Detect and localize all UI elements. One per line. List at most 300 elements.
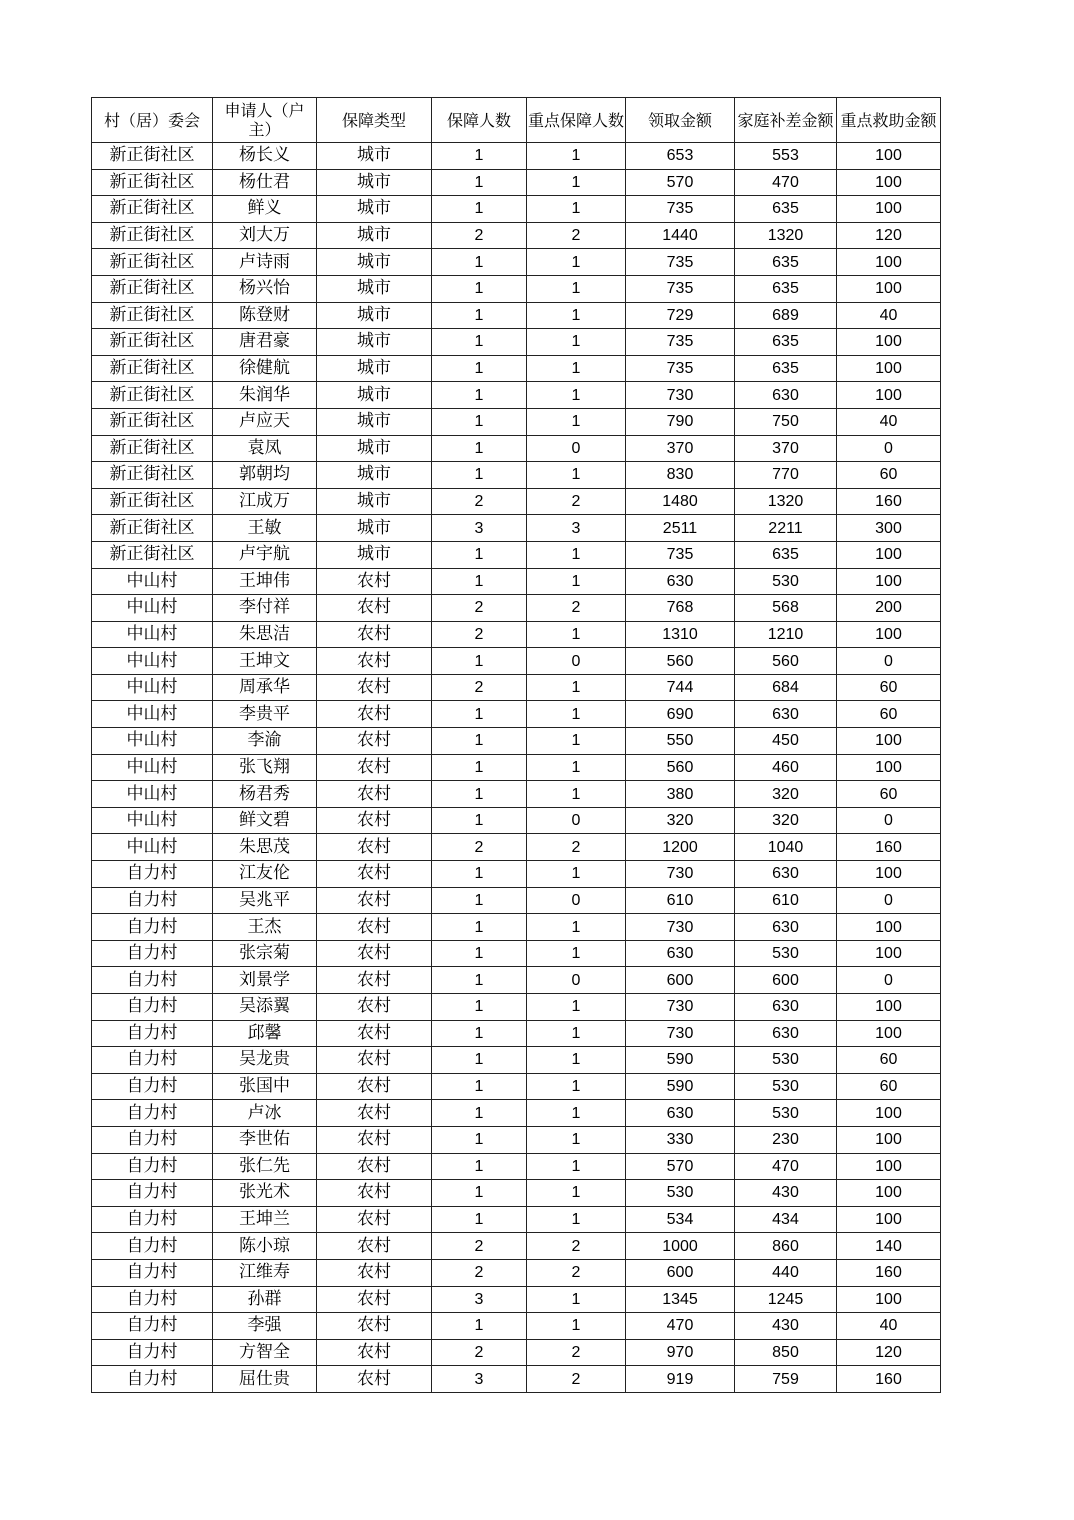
cell-amount-received: 970 [626, 1339, 735, 1366]
column-header-family-subsidy: 家庭补差金额 [735, 98, 837, 143]
cell-amount-received: 600 [626, 1259, 735, 1286]
cell-applicant: 卢冰 [213, 1100, 317, 1127]
cell-type: 农村 [317, 1259, 432, 1286]
cell-family-subsidy: 560 [735, 648, 837, 675]
cell-family-subsidy: 568 [735, 595, 837, 622]
cell-type: 农村 [317, 1339, 432, 1366]
cell-people-count: 2 [432, 621, 527, 648]
table-row [92, 382, 941, 409]
cell-amount-received: 2511 [626, 515, 735, 542]
table-row [92, 967, 941, 994]
cell-family-subsidy: 320 [735, 807, 837, 834]
cell-family-subsidy: 860 [735, 1233, 837, 1260]
table-row [92, 595, 941, 622]
cell-type: 农村 [317, 1366, 432, 1393]
cell-people-count: 2 [432, 595, 527, 622]
cell-committee: 自力村 [92, 1153, 213, 1180]
cell-type: 农村 [317, 568, 432, 595]
cell-committee: 新正街社区 [92, 355, 213, 382]
table-row [92, 728, 941, 755]
cell-family-subsidy: 1320 [735, 222, 837, 249]
cell-family-subsidy: 1210 [735, 621, 837, 648]
cell-family-subsidy: 440 [735, 1259, 837, 1286]
table-row [92, 488, 941, 515]
cell-people-count: 1 [432, 249, 527, 276]
cell-type: 农村 [317, 887, 432, 914]
cell-amount-received: 735 [626, 275, 735, 302]
cell-amount-received: 570 [626, 1153, 735, 1180]
cell-key-people-count: 1 [527, 621, 626, 648]
cell-people-count: 1 [432, 967, 527, 994]
table-header [92, 98, 941, 143]
cell-family-subsidy: 1320 [735, 488, 837, 515]
cell-amount-received: 730 [626, 861, 735, 888]
cell-key-people-count: 1 [527, 701, 626, 728]
cell-people-count: 2 [432, 674, 527, 701]
cell-amount-received: 1345 [626, 1286, 735, 1313]
cell-amount-received: 630 [626, 568, 735, 595]
cell-family-subsidy: 430 [735, 1313, 837, 1340]
cell-amount-received: 534 [626, 1206, 735, 1233]
cell-key-people-count: 1 [527, 674, 626, 701]
cell-type: 农村 [317, 648, 432, 675]
cell-family-subsidy: 530 [735, 940, 837, 967]
cell-key-people-count: 1 [527, 568, 626, 595]
cell-type: 农村 [317, 861, 432, 888]
cell-applicant: 鲜义 [213, 196, 317, 223]
cell-people-count: 2 [432, 1259, 527, 1286]
cell-type: 农村 [317, 781, 432, 808]
cell-type: 农村 [317, 967, 432, 994]
cell-type: 城市 [317, 435, 432, 462]
cell-type: 农村 [317, 1047, 432, 1074]
cell-committee: 新正街社区 [92, 488, 213, 515]
cell-committee: 中山村 [92, 568, 213, 595]
cell-committee: 新正街社区 [92, 435, 213, 462]
cell-family-subsidy: 770 [735, 462, 837, 489]
cell-key-relief: 100 [837, 196, 941, 223]
cell-applicant: 鲜文碧 [213, 807, 317, 834]
cell-committee: 自力村 [92, 1286, 213, 1313]
cell-family-subsidy: 635 [735, 196, 837, 223]
column-header-committee: 村（居）委会 [92, 98, 213, 143]
cell-key-people-count: 1 [527, 728, 626, 755]
cell-committee: 新正街社区 [92, 169, 213, 196]
cell-applicant: 李渝 [213, 728, 317, 755]
cell-amount-received: 735 [626, 541, 735, 568]
cell-amount-received: 1440 [626, 222, 735, 249]
cell-committee: 自力村 [92, 1073, 213, 1100]
cell-key-people-count: 1 [527, 196, 626, 223]
cell-key-people-count: 1 [527, 329, 626, 356]
cell-amount-received: 1000 [626, 1233, 735, 1260]
cell-key-relief: 160 [837, 834, 941, 861]
cell-applicant: 朱思洁 [213, 621, 317, 648]
cell-amount-received: 744 [626, 674, 735, 701]
cell-family-subsidy: 635 [735, 249, 837, 276]
cell-committee: 中山村 [92, 648, 213, 675]
cell-family-subsidy: 434 [735, 1206, 837, 1233]
cell-applicant: 周承华 [213, 674, 317, 701]
cell-key-people-count: 1 [527, 1047, 626, 1074]
table-row [92, 355, 941, 382]
table-row [92, 1233, 941, 1260]
cell-people-count: 1 [432, 1313, 527, 1340]
cell-people-count: 1 [432, 648, 527, 675]
table-row [92, 754, 941, 781]
cell-type: 农村 [317, 1180, 432, 1207]
cell-amount-received: 330 [626, 1126, 735, 1153]
cell-family-subsidy: 850 [735, 1339, 837, 1366]
cell-type: 城市 [317, 382, 432, 409]
cell-applicant: 陈登财 [213, 302, 317, 329]
cell-family-subsidy: 450 [735, 728, 837, 755]
cell-committee: 新正街社区 [92, 222, 213, 249]
cell-key-relief: 0 [837, 807, 941, 834]
cell-people-count: 1 [432, 994, 527, 1021]
cell-people-count: 1 [432, 435, 527, 462]
cell-committee: 自力村 [92, 1366, 213, 1393]
cell-committee: 新正街社区 [92, 329, 213, 356]
table-row [92, 329, 941, 356]
cell-committee: 自力村 [92, 1047, 213, 1074]
cell-key-people-count: 1 [527, 169, 626, 196]
cell-key-people-count: 1 [527, 249, 626, 276]
cell-applicant: 李付祥 [213, 595, 317, 622]
cell-key-relief: 100 [837, 621, 941, 648]
table-row [92, 861, 941, 888]
cell-amount-received: 550 [626, 728, 735, 755]
cell-type: 农村 [317, 1100, 432, 1127]
cell-amount-received: 653 [626, 143, 735, 170]
subsidy-table [91, 97, 941, 1393]
cell-applicant: 唐君豪 [213, 329, 317, 356]
column-header-amount-received: 领取金额 [626, 98, 735, 143]
cell-people-count: 1 [432, 382, 527, 409]
cell-key-relief: 300 [837, 515, 941, 542]
cell-key-people-count: 1 [527, 1206, 626, 1233]
cell-key-people-count: 1 [527, 914, 626, 941]
cell-amount-received: 735 [626, 329, 735, 356]
cell-key-relief: 160 [837, 1366, 941, 1393]
cell-type: 城市 [317, 408, 432, 435]
cell-family-subsidy: 430 [735, 1180, 837, 1207]
cell-key-relief: 60 [837, 781, 941, 808]
table-row [92, 541, 941, 568]
cell-applicant: 王杰 [213, 914, 317, 941]
cell-applicant: 方智全 [213, 1339, 317, 1366]
cell-people-count: 1 [432, 940, 527, 967]
cell-key-people-count: 2 [527, 1366, 626, 1393]
cell-applicant: 杨长义 [213, 143, 317, 170]
table-row [92, 674, 941, 701]
table-row [92, 143, 941, 170]
cell-committee: 自力村 [92, 940, 213, 967]
table-row [92, 196, 941, 223]
cell-key-people-count: 1 [527, 1153, 626, 1180]
cell-applicant: 屈仕贵 [213, 1366, 317, 1393]
cell-type: 城市 [317, 462, 432, 489]
cell-type: 农村 [317, 1073, 432, 1100]
cell-family-subsidy: 2211 [735, 515, 837, 542]
table-row [92, 994, 941, 1021]
cell-applicant: 刘景学 [213, 967, 317, 994]
cell-people-count: 1 [432, 541, 527, 568]
cell-committee: 新正街社区 [92, 275, 213, 302]
cell-people-count: 1 [432, 807, 527, 834]
cell-key-relief: 100 [837, 1126, 941, 1153]
cell-amount-received: 590 [626, 1073, 735, 1100]
cell-key-relief: 100 [837, 728, 941, 755]
cell-key-relief: 60 [837, 701, 941, 728]
cell-applicant: 卢应天 [213, 408, 317, 435]
column-header-key-relief: 重点救助金额 [837, 98, 941, 143]
table-row [92, 1286, 941, 1313]
cell-key-people-count: 1 [527, 541, 626, 568]
table-row [92, 1180, 941, 1207]
cell-key-people-count: 0 [527, 435, 626, 462]
cell-family-subsidy: 470 [735, 1153, 837, 1180]
cell-people-count: 1 [432, 355, 527, 382]
cell-key-relief: 60 [837, 462, 941, 489]
cell-key-people-count: 1 [527, 143, 626, 170]
table-row [92, 701, 941, 728]
cell-people-count: 1 [432, 1126, 527, 1153]
cell-people-count: 1 [432, 1206, 527, 1233]
cell-applicant: 张光术 [213, 1180, 317, 1207]
cell-applicant: 张宗菊 [213, 940, 317, 967]
cell-people-count: 1 [432, 302, 527, 329]
cell-key-people-count: 1 [527, 861, 626, 888]
cell-key-relief: 60 [837, 1047, 941, 1074]
cell-people-count: 1 [432, 914, 527, 941]
cell-amount-received: 600 [626, 967, 735, 994]
cell-key-relief: 100 [837, 861, 941, 888]
cell-committee: 自力村 [92, 861, 213, 888]
cell-type: 农村 [317, 621, 432, 648]
cell-key-relief: 60 [837, 1073, 941, 1100]
cell-people-count: 1 [432, 568, 527, 595]
table-row [92, 435, 941, 462]
cell-committee: 自力村 [92, 994, 213, 1021]
cell-key-people-count: 2 [527, 1233, 626, 1260]
cell-key-relief: 40 [837, 408, 941, 435]
cell-applicant: 袁凤 [213, 435, 317, 462]
cell-people-count: 2 [432, 1339, 527, 1366]
cell-key-people-count: 2 [527, 488, 626, 515]
cell-type: 农村 [317, 1206, 432, 1233]
cell-people-count: 1 [432, 861, 527, 888]
cell-committee: 中山村 [92, 834, 213, 861]
cell-family-subsidy: 600 [735, 967, 837, 994]
cell-key-relief: 60 [837, 674, 941, 701]
cell-type: 农村 [317, 994, 432, 1021]
cell-key-people-count: 1 [527, 1020, 626, 1047]
cell-type: 农村 [317, 914, 432, 941]
cell-key-people-count: 0 [527, 967, 626, 994]
cell-committee: 中山村 [92, 621, 213, 648]
cell-key-people-count: 1 [527, 781, 626, 808]
cell-people-count: 1 [432, 728, 527, 755]
table-row [92, 1339, 941, 1366]
cell-people-count: 1 [432, 1073, 527, 1100]
cell-amount-received: 768 [626, 595, 735, 622]
cell-key-people-count: 1 [527, 1073, 626, 1100]
cell-family-subsidy: 553 [735, 143, 837, 170]
cell-key-relief: 160 [837, 1259, 941, 1286]
cell-applicant: 朱思茂 [213, 834, 317, 861]
cell-people-count: 2 [432, 834, 527, 861]
column-header-applicant: 申请人（户主） [213, 98, 317, 143]
cell-committee: 新正街社区 [92, 515, 213, 542]
table-row [92, 275, 941, 302]
cell-applicant: 卢宇航 [213, 541, 317, 568]
cell-committee: 自力村 [92, 1259, 213, 1286]
cell-applicant: 杨仕君 [213, 169, 317, 196]
table-row [92, 1047, 941, 1074]
cell-type: 城市 [317, 249, 432, 276]
cell-people-count: 1 [432, 1020, 527, 1047]
cell-committee: 新正街社区 [92, 408, 213, 435]
cell-people-count: 1 [432, 408, 527, 435]
table-row [92, 462, 941, 489]
cell-committee: 中山村 [92, 728, 213, 755]
cell-committee: 中山村 [92, 674, 213, 701]
cell-applicant: 王坤兰 [213, 1206, 317, 1233]
table-row [92, 1313, 941, 1340]
cell-family-subsidy: 630 [735, 994, 837, 1021]
cell-people-count: 1 [432, 1100, 527, 1127]
cell-amount-received: 830 [626, 462, 735, 489]
cell-applicant: 刘大万 [213, 222, 317, 249]
cell-key-relief: 100 [837, 143, 941, 170]
cell-type: 农村 [317, 1313, 432, 1340]
table-row [92, 781, 941, 808]
cell-applicant: 邱馨 [213, 1020, 317, 1047]
cell-committee: 自力村 [92, 967, 213, 994]
cell-key-relief: 100 [837, 355, 941, 382]
cell-committee: 中山村 [92, 807, 213, 834]
cell-key-people-count: 2 [527, 834, 626, 861]
cell-amount-received: 560 [626, 648, 735, 675]
cell-amount-received: 560 [626, 754, 735, 781]
cell-applicant: 张国中 [213, 1073, 317, 1100]
cell-committee: 新正街社区 [92, 462, 213, 489]
cell-key-relief: 100 [837, 1180, 941, 1207]
cell-applicant: 江友伦 [213, 861, 317, 888]
cell-people-count: 1 [432, 1180, 527, 1207]
cell-key-relief: 100 [837, 169, 941, 196]
cell-amount-received: 730 [626, 914, 735, 941]
cell-amount-received: 370 [626, 435, 735, 462]
cell-family-subsidy: 530 [735, 1100, 837, 1127]
cell-amount-received: 470 [626, 1313, 735, 1340]
table-row [92, 887, 941, 914]
cell-people-count: 3 [432, 1366, 527, 1393]
cell-amount-received: 730 [626, 382, 735, 409]
cell-key-relief: 100 [837, 541, 941, 568]
table-row [92, 1259, 941, 1286]
cell-key-relief: 0 [837, 967, 941, 994]
cell-key-relief: 100 [837, 568, 941, 595]
cell-committee: 自力村 [92, 1233, 213, 1260]
cell-applicant: 徐健航 [213, 355, 317, 382]
table-row [92, 1020, 941, 1047]
cell-key-relief: 200 [837, 595, 941, 622]
table-row [92, 1206, 941, 1233]
cell-type: 城市 [317, 169, 432, 196]
cell-people-count: 1 [432, 1153, 527, 1180]
cell-people-count: 1 [432, 169, 527, 196]
cell-applicant: 吴兆平 [213, 887, 317, 914]
table-row [92, 302, 941, 329]
cell-key-relief: 100 [837, 382, 941, 409]
cell-people-count: 1 [432, 781, 527, 808]
cell-amount-received: 380 [626, 781, 735, 808]
table-row [92, 1153, 941, 1180]
cell-key-relief: 120 [837, 222, 941, 249]
cell-key-relief: 100 [837, 994, 941, 1021]
cell-amount-received: 630 [626, 940, 735, 967]
cell-key-relief: 140 [837, 1233, 941, 1260]
cell-family-subsidy: 630 [735, 1020, 837, 1047]
table-row [92, 1073, 941, 1100]
cell-applicant: 郭朝均 [213, 462, 317, 489]
column-header-key-people-count: 重点保障人数 [527, 98, 626, 143]
cell-amount-received: 1310 [626, 621, 735, 648]
cell-type: 农村 [317, 1233, 432, 1260]
cell-type: 农村 [317, 940, 432, 967]
cell-people-count: 1 [432, 329, 527, 356]
cell-key-relief: 100 [837, 754, 941, 781]
cell-applicant: 朱润华 [213, 382, 317, 409]
cell-key-people-count: 1 [527, 754, 626, 781]
table-row [92, 408, 941, 435]
header-row [92, 98, 941, 143]
cell-family-subsidy: 635 [735, 329, 837, 356]
cell-applicant: 杨君秀 [213, 781, 317, 808]
cell-applicant: 江维寿 [213, 1259, 317, 1286]
cell-key-people-count: 1 [527, 275, 626, 302]
cell-committee: 中山村 [92, 595, 213, 622]
cell-amount-received: 590 [626, 1047, 735, 1074]
cell-key-relief: 100 [837, 275, 941, 302]
cell-people-count: 1 [432, 275, 527, 302]
cell-amount-received: 735 [626, 355, 735, 382]
cell-family-subsidy: 630 [735, 914, 837, 941]
cell-key-relief: 100 [837, 1153, 941, 1180]
cell-key-relief: 100 [837, 914, 941, 941]
cell-family-subsidy: 530 [735, 568, 837, 595]
cell-type: 农村 [317, 1126, 432, 1153]
cell-key-people-count: 1 [527, 994, 626, 1021]
cell-amount-received: 530 [626, 1180, 735, 1207]
cell-family-subsidy: 470 [735, 169, 837, 196]
cell-family-subsidy: 230 [735, 1126, 837, 1153]
cell-people-count: 2 [432, 222, 527, 249]
cell-amount-received: 690 [626, 701, 735, 728]
cell-applicant: 张仁先 [213, 1153, 317, 1180]
table-row [92, 222, 941, 249]
cell-key-relief: 40 [837, 1313, 941, 1340]
cell-family-subsidy: 530 [735, 1073, 837, 1100]
cell-key-people-count: 2 [527, 595, 626, 622]
table-row [92, 807, 941, 834]
cell-applicant: 王坤文 [213, 648, 317, 675]
cell-applicant: 吴添翼 [213, 994, 317, 1021]
cell-type: 农村 [317, 595, 432, 622]
cell-type: 城市 [317, 275, 432, 302]
